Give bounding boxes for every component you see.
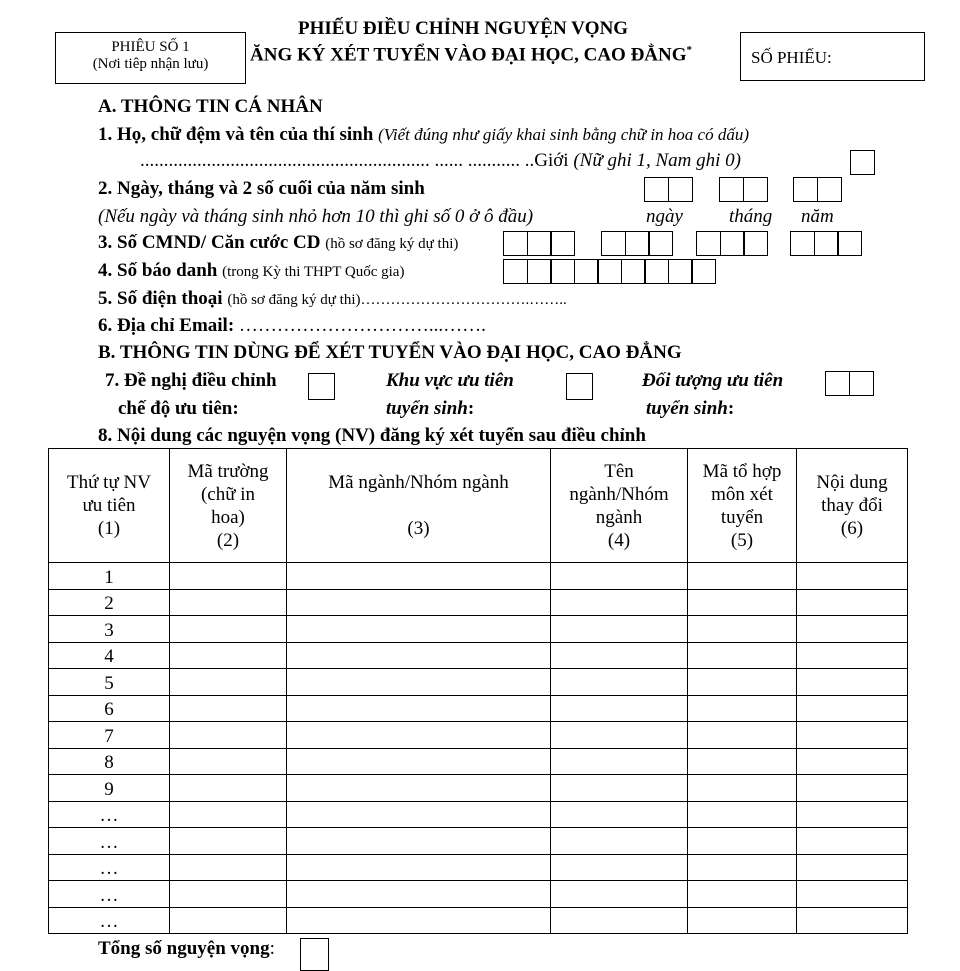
row-number: 2 [49,589,170,616]
table-row [49,775,908,802]
table-cell[interactable] [287,563,551,590]
table-cell[interactable] [551,907,688,934]
table-cell[interactable] [287,907,551,934]
table-cell[interactable] [170,854,287,881]
row-number: … [49,854,170,881]
table-cell[interactable] [797,775,908,802]
q3-row [98,232,458,254]
name-field[interactable] [140,150,741,172]
col-header-priority: Thứ tự NV ưu tiên (1) [49,449,170,563]
total-box[interactable] [300,938,328,971]
table-cell[interactable] [797,854,908,881]
table-cell[interactable] [797,563,908,590]
row-number: … [49,828,170,855]
table-cell[interactable] [287,722,551,749]
day-label: ngày [646,206,683,227]
table-row [49,748,908,775]
form-title-line1: PHIẾU ĐIỀU CHỈNH NGUYỆN VỌNG [298,18,629,39]
gender-label: Giới [534,150,569,171]
row-number: … [49,801,170,828]
table-row [49,854,908,881]
col-header-subject-combo: Mã tổ hợp môn xét tuyển (5) [688,449,797,563]
table-cell[interactable] [688,722,797,749]
table-cell[interactable] [688,748,797,775]
table-cell[interactable] [688,642,797,669]
table-cell[interactable] [287,669,551,696]
col-header-major-code: Mã ngành/Nhóm ngành (3) [287,449,551,563]
day-boxes[interactable] [644,177,691,202]
section-a-heading: A. THÔNG TIN CÁ NHÂN [98,96,323,117]
id-boxes-group4[interactable] [790,231,861,256]
table-row [49,695,908,722]
table-cell[interactable] [797,828,908,855]
q8-label: 8. Nội dung các nguyện vọng (NV) đăng ký xét tuyển sau điều chỉnh [98,425,646,446]
table-cell[interactable] [551,854,688,881]
table-cell[interactable] [287,589,551,616]
table-row [49,589,908,616]
table-cell[interactable] [688,695,797,722]
table-cell[interactable] [551,881,688,908]
row-number: … [49,907,170,934]
gender-hint: (Nữ ghi 1, Nam ghi 0) [573,150,741,171]
q6-row[interactable] [98,315,486,337]
table-row [49,563,908,590]
form-title-line2 [250,44,692,66]
table-row [49,828,908,855]
phone-dots: …………………………….…….. [360,292,567,308]
month-boxes[interactable] [719,177,766,202]
target-label-text: tuyển sinh [646,398,728,419]
id-boxes-group1[interactable] [503,231,574,256]
table-row [49,907,908,934]
row-number: 8 [49,748,170,775]
q4-label: 4. Số báo danh [98,260,218,281]
section-b-heading: B. THÔNG TIN DÙNG ĐỂ XÉT TUYỂN VÀO ĐẠI HỌC, CAO ĐẲNG [98,342,682,363]
table-cell[interactable] [170,695,287,722]
row-number: 6 [49,695,170,722]
table-cell[interactable] [170,748,287,775]
q5-hint: (hồ sơ đăng ký dự thi) [227,292,361,308]
table-header-row [49,449,908,563]
table-row [49,722,908,749]
q7-line1: 7. Đề nghị điều chỉnh [105,370,277,391]
col-header-school-code: Mã trường (chữ in hoa) (2) [170,449,287,563]
table-cell[interactable] [688,881,797,908]
table-cell[interactable] [287,854,551,881]
table-cell[interactable] [797,907,908,934]
table-cell[interactable] [797,669,908,696]
table-cell[interactable] [170,828,287,855]
target-label-colon: : [727,398,735,419]
target-label-line1: Đối tượng ưu tiên [642,370,784,391]
email-dots: …………………………...……. [238,315,486,336]
table-cell[interactable] [797,616,908,643]
col-header-change: Nội dung thay đổi (6) [797,449,908,563]
table-cell[interactable] [688,563,797,590]
table-cell[interactable] [170,801,287,828]
name-dots: ............................................................. ...... ........... .. [140,150,535,171]
row-number: 3 [49,616,170,643]
table-cell[interactable] [797,801,908,828]
table-cell[interactable] [287,775,551,802]
table-row [49,881,908,908]
target-label-line2 [646,398,734,420]
table-cell[interactable] [170,616,287,643]
table-cell[interactable] [688,616,797,643]
row-number: 1 [49,563,170,590]
q1-row [98,124,749,146]
table-cell[interactable] [170,669,287,696]
table-cell[interactable] [287,881,551,908]
q5-label: 5. Số điện thoại [98,288,223,309]
aspiration-table [48,448,908,934]
q3-hint: (hồ sơ đăng ký dự thi) [325,236,459,252]
table-cell[interactable] [797,881,908,908]
row-number: 4 [49,642,170,669]
q5-row[interactable] [98,288,567,310]
col-header-major-name: Tên ngành/Nhóm ngành (4) [551,449,688,563]
year-label: năm [801,206,834,227]
table-cell[interactable] [287,616,551,643]
table-row [49,669,908,696]
area-label-text: tuyển sinh [386,398,468,419]
q6-label: 6. Địa chỉ Email: [98,315,235,336]
table-cell[interactable] [797,722,908,749]
table-cell[interactable] [688,669,797,696]
id-boxes-group2[interactable] [601,231,672,256]
q2-hint: (Nếu ngày và tháng sinh nhỏ hơn 10 thì ghi số 0 ở ô đầu) [98,206,534,227]
q3-label: 3. Số CMND/ Căn cước CD [98,232,321,253]
copy-box [55,32,246,84]
form-title-text: ĂNG KÝ XÉT TUYỂN VÀO ĐẠI HỌC, CAO ĐẲNG [250,44,687,66]
total-colon: : [269,938,275,959]
month-label: tháng [729,206,773,227]
table-cell[interactable] [797,589,908,616]
form-number-label: SỐ PHIẾU: [751,48,832,67]
table-cell[interactable] [688,907,797,934]
exam-number-boxes[interactable] [503,259,715,284]
table-cell[interactable] [551,669,688,696]
table-cell[interactable] [170,642,287,669]
table-cell[interactable] [551,775,688,802]
table-cell[interactable] [287,801,551,828]
table-cell[interactable] [797,748,908,775]
table-cell[interactable] [170,589,287,616]
q7-line2: chế độ ưu tiên: [118,398,239,419]
area-label-line2 [386,398,474,420]
table-cell[interactable] [170,775,287,802]
table-cell[interactable] [170,563,287,590]
table-cell[interactable] [551,563,688,590]
area-label-colon: : [467,398,475,419]
table-cell[interactable] [551,642,688,669]
area-label-line1: Khu vực ưu tiên [386,370,514,391]
gender-box[interactable] [850,150,874,175]
priority-adjust-box[interactable] [308,373,334,400]
id-boxes-group3[interactable] [696,231,767,256]
q1-hint: (Viết đúng như giấy khai sinh bằng chữ in hoa có dấu) [378,125,749,144]
total-row [98,938,275,960]
table-cell[interactable] [688,589,797,616]
row-number: 5 [49,669,170,696]
table-row [49,801,908,828]
form-number-box [740,32,925,81]
table-cell[interactable] [287,642,551,669]
table-cell[interactable] [287,828,551,855]
total-label: Tổng số nguyện vọng [98,938,270,959]
row-number: 9 [49,775,170,802]
table-cell[interactable] [688,801,797,828]
table-cell[interactable] [688,828,797,855]
row-number: 7 [49,722,170,749]
table-cell[interactable] [797,695,908,722]
table-cell[interactable] [170,907,287,934]
form-title-star: * [686,44,693,56]
table-cell[interactable] [287,748,551,775]
table-row [49,616,908,643]
copy-box-subtitle: (Nơi tiêp nhận lưu) [92,56,209,72]
table-row [49,642,908,669]
q4-hint: (trong Kỳ thi THPT Quốc gia) [222,264,405,280]
table-cell[interactable] [170,881,287,908]
priority-area-box[interactable] [566,373,592,400]
table-cell[interactable] [551,801,688,828]
q4-row [98,260,404,282]
priority-target-boxes[interactable] [825,371,872,396]
table-cell[interactable] [551,748,688,775]
table-cell[interactable] [688,854,797,881]
table-cell[interactable] [551,616,688,643]
table-cell[interactable] [688,775,797,802]
table-cell[interactable] [551,828,688,855]
table-cell[interactable] [170,722,287,749]
table-cell[interactable] [797,642,908,669]
table-cell[interactable] [287,695,551,722]
year-boxes[interactable] [793,177,840,202]
q1-label: 1. Họ, chữ đệm và tên của thí sinh [98,124,374,145]
row-number: … [49,881,170,908]
table-cell[interactable] [551,589,688,616]
copy-box-title: PHIÊU SỐ 1 [111,39,190,55]
table-cell[interactable] [551,695,688,722]
table-cell[interactable] [551,722,688,749]
q2-label: 2. Ngày, tháng và 2 số cuối của năm sinh [98,178,425,199]
